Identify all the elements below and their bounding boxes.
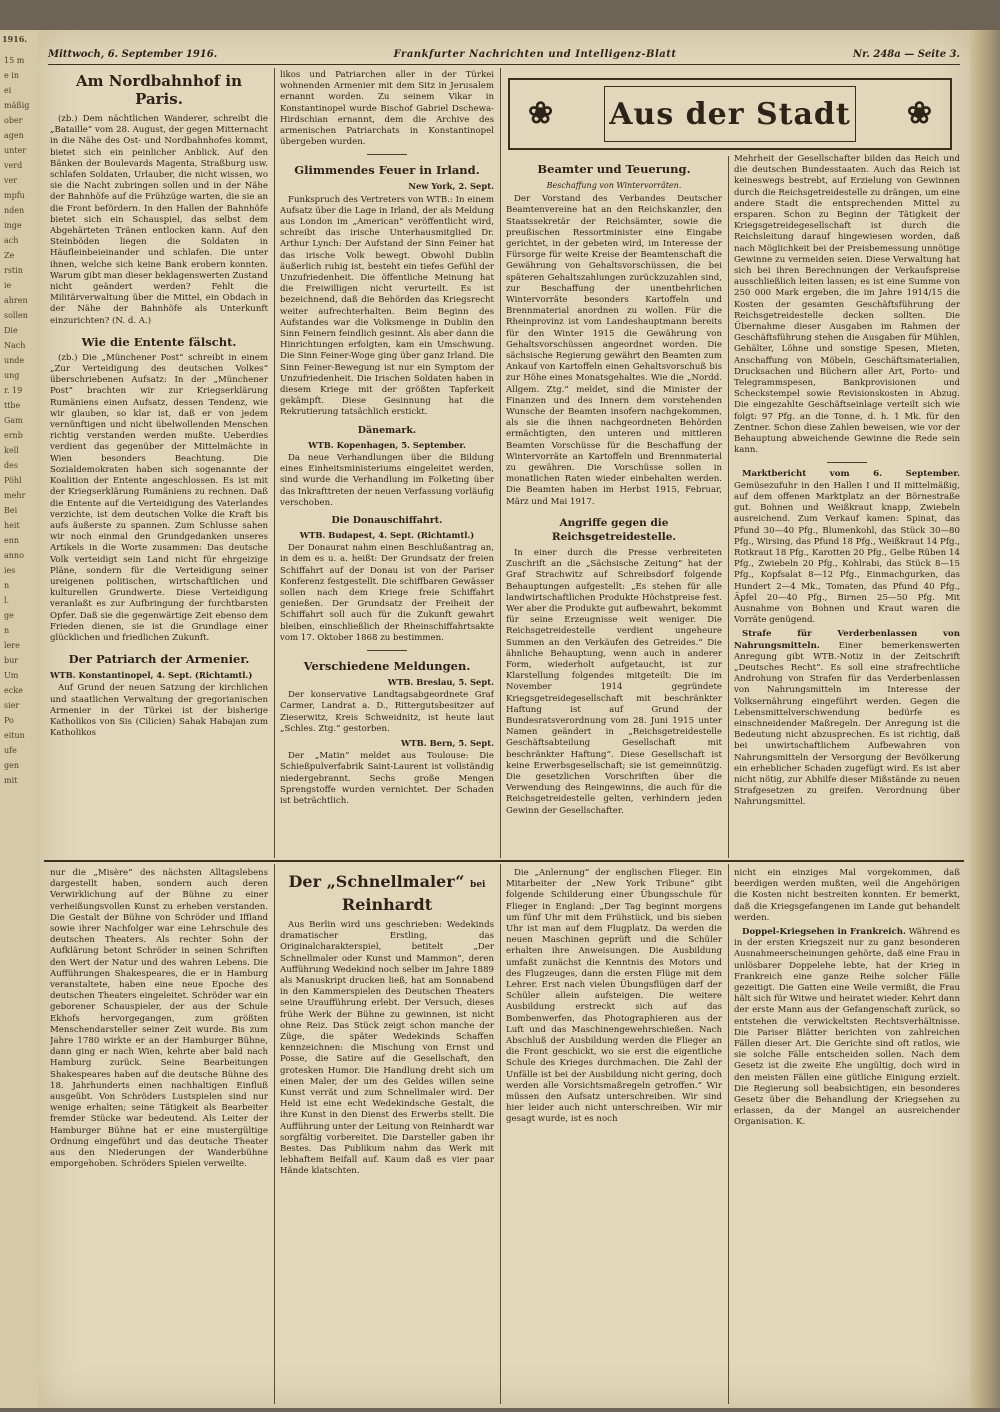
ornament-icon: ❀ [528, 96, 554, 131]
prev-page-fragment: Gam [4, 416, 23, 425]
column-rule [728, 864, 729, 1404]
article-title-connector: bei [470, 880, 486, 890]
article-body: Während es in der ersten Kriegszeit nur zu ganz besonderen Ausnahmeerscheinungen gehörte, daß eine Frau in unlösbarer Doppelehe lebte, hat der Krieg in Frankreich eine ganze Reihe solcher Fälle gezeitigt. Die Gatten eine Weile vermißt, die Frau hält sich für Witwe und heiratet wieder. Kehrt dann der erste Mann aus der Gefangenschaft zurück, so entstehen die verwickeltsten Rechtsverhältnisse. Die Pariser Blätter berichten von zahlreichen Fällen dieser Art. Die Gerichte sind oft ratlos, wie sie solche Fälle entscheiden sollen. Nach dem Gesetz ist die zweite Ehe ungültig, doch wird in den meisten Fällen eine gütliche Einigung erzielt. Die Regierung soll beabsichtigen, ein besonderes Gesetz über die Behandlung der Kriegsehen zu erlassen, da der Mangel an ausreichender Organisation. K. [734, 927, 960, 1128]
prev-page-fragment: ei [4, 86, 12, 95]
prev-page-fragment: ge [4, 611, 14, 620]
prev-page-fragment: lere [4, 641, 20, 650]
article-body: Die „Anlernung“ der englischen Flieger. Ein Mitarbeiter der „New York Tribune“ gibt folgende Schilderung einer Übungsschule für Flieger in England: „Der Tag beginnt morgens um fünf Uhr mit dem Frühstück, und bis sieben Uhr ist man auf dem Flugplatz. Da werden die neuen Maschinen geprüft und die Schüler erhalten ihre Anweisungen. Die Ausbildung umfaßt zunächst die Kenntnis des Motors und des Flugzeuges, dann die ersten Flüge mit dem Lehrer. Erst nach vielen Übungsflügen darf der Schüler allein aufsteigen. Die weitere Ausbildung erstreckt sich auf das Bombenwerfen, das Photographieren aus der Luft und das Maschinengewehrschießen. Nach Abschluß der Ausbildung werden die Flieger an die Front geschickt, wo sie erst die eigentliche Schule des Krieges durchmachen. Die Zahl der Unfälle ist bei der Ausbildung nicht gering, doch werden alle Vorsichtsmaßregeln getroffen.“ Wir müssen den Aufsatz unterschreiben. Wir sind hier leider auch nicht unterschreiben. Wir mir gesagt wurde, ist es noch [506, 868, 722, 1125]
article-body: Funkspruch des Vertreters von WTB.: In einem Aufsatz über die Lage in Irland, der als Meldung aus London im „American“ veröffentlicht wird, schreibt das irische Unterhausmitglied Dr. Arthur Lynch: Der Aufstand der Sinn Feiner hat das irische Volk bewegt. Obwohl Dublin äußerlich ruhig ist, besteht ein tiefes Gefühl der Unzufriedenheit. Die öffentliche Meinung hat die Freiwilligen nicht verurteilt. Es ist bezeichnend, daß die Behörden das Kriegsrecht weiter aufrechterhalten. Beim Beginn des Aufstandes war die Volksmenge in Dublin den Sinn Feinern feindlich gesinnt. Als aber dann die Hinrichtungen erfolgten, kam ein Umschwung. Die Sinn Feiner-Woge ging über ganz Irland. Die Sinn Feiner-Bewegung ist nur ein Symptom der Unzufriedenheit. Die Irischen Soldaten haben in diesem Kriege mit der größten Tapferkeit gekämpft. Diese Gesinnung hat die Rekrutierung tatsächlich erstickt. [280, 194, 494, 418]
prev-page-fragment: mehr [4, 491, 26, 500]
dateline: WTB. Kopenhagen, 5. September. [308, 439, 466, 450]
article-body: nur die „Misère“ des nächsten Alltagslebens dargestellt haben, sondern auch deren Verwirklichung auf der Bühne zu einer verheißungsvollen Kunst zu erheben verstanden. Die Gestalt der Bühne von Schröder und Iffland sowie ihrer Nachfolger war eine Lehrschule des deutschen Theaters. Als rechter Sohn der Aufklärung betont Schröder in seinen Schriften den Wert der Natur und des wahren Lebens. Die Aufführungen Shakespeares, die er in Hamburg veranstaltete, haben eine neue Epoche des deutschen Theaters eingeleitet. Schröder war ein geborener Schauspieler, der aus der Schule Ekhofs hervorgegangen, zum größten Menschendarsteller seiner Zeit wurde. Bis zum Jahre 1780 wirkte er an der Hamburger Bühne, dann ging er nach Wien, kehrte aber bald nach Hamburg zurück. Seine Bearbeitungen Shakespeares haben auf die deutsche Bühne des 18. Jahrhunderts einen nachhaltigen Einfluß ausgeübt. Von Schröders Lustspielen sind nur wenige erhalten; seine Tätigkeit als Bearbeiter fremder Stücke war bedeutend. Als Leiter der Hamburger Bühne hat er eine mustergültige Ordnung eingeführt und das deutsche Theater aus den Niederungen der Wanderbühne emporgehoben. Schröders Spielen verweilte. [50, 868, 268, 1170]
prev-page-fragment: ach [4, 236, 19, 245]
section-heading: Aus der Stadt [604, 86, 856, 142]
prev-page-fragment: unter [4, 146, 27, 155]
divider [367, 650, 407, 651]
divider [827, 462, 867, 463]
prev-page-fragment: eitun [4, 731, 25, 740]
lower-column-1 [50, 868, 268, 1404]
prev-page-fragment: r. 19 [4, 386, 23, 395]
article-title: Marktbericht vom 6. September. [742, 469, 960, 480]
prev-page-fragment: ecke [4, 686, 23, 695]
prev-page-fragment: unde [4, 356, 25, 365]
article-body: Einer bemerkenswerten Anregung gibt WTB.-Notiz in der Zeitschrift „Deutsches Recht“. Es soll eine strafrechtliche Androhung von Strafen für das Verderbenlassen von Nahrungsmitteln im Interesse der Volksernährung eingeführt werden. Gegen die Lebensmittelverschwendung bedürfe es einschneidender Maßregeln. Der Anregung ist die Bedeutung nicht abzusprechen. Es ist richtig, daß bei unwirtschaftlichem Aufbewahren von Nahrungsmitteln der Versorgung der Bevölkerung ein erheblicher Schaden zugefügt wird. Es ist aber nicht nötig, zur Abhilfe dieser Mißstände zu neuen Strafgesetzen zu greifen. Verordnung über Nahrungsmittel. [734, 640, 960, 808]
prev-page-fragment: Bei [4, 506, 18, 515]
prev-page-fragment: ernb [4, 431, 23, 440]
article-title-main: Der „Schnellmaler“ [288, 872, 465, 891]
column-2 [280, 70, 494, 858]
prev-page-fragment: Pöhl [4, 476, 22, 485]
prev-page-fragment: mäßig [4, 101, 30, 110]
lower-column-4 [734, 868, 960, 1404]
prev-page-fragment: Die [4, 326, 18, 335]
article-body: likos und Patriarchen aller in der Türkei wohnenden Armenier mit dem Sitz in Jerusalem ernannt worden. Zu seinem Vikar in Konstantinopel wurde Bischof Gabriel Dschewa-Hirdschian ernannt, dem die Archive des armenischen Patriarchats in Konstantinopel übergeben wurden. [280, 70, 494, 148]
lower-column-2 [280, 868, 494, 1404]
article-subtitle: Beschaffung von Wintervorräten. [546, 181, 682, 190]
prev-page-fragment [2, 788, 36, 792]
prev-page-fragment: Nach [4, 341, 26, 350]
article-title: Beamter und Teuerung. [537, 162, 691, 176]
prev-page-fragment: agen [4, 131, 24, 140]
prev-page-fragment: ver [4, 176, 18, 185]
article-title: Der Patriarch der Armenier. [68, 652, 250, 667]
article-title: Die Donauschiffahrt. [331, 514, 443, 526]
prev-page-fragment: verd [4, 161, 23, 170]
prev-page-fragment: e in [4, 71, 19, 80]
article-title: Angriffe gegen die Reichsgetreidestelle. [551, 516, 677, 543]
column-rule [500, 864, 501, 1404]
prev-page-fragment: enn [4, 536, 20, 545]
article-body: Der Donaurat nahm einen Beschlußantrag an, in dem es u. a. heißt: Der Grundsatz der freien Schiffahrt auf der Donau ist von der Pariser Konferenz festgestellt. Die schiffbaren Gewässer sollen nach dem Kriege freie Schiffahrt genießen. Der Grundsatz der Freiheit der Schiffahrt soll auch für die Zukunft gewahrt bleiben, einschließlich der Rheinschiffahrtsakte vom 17. Oktober 1868 zu bestimmen. [280, 543, 494, 643]
prev-page-fragment: kell [4, 446, 19, 455]
dateline: WTB. Breslau, 5. Sept. [387, 676, 494, 687]
prev-page-fragment: ober [4, 116, 23, 125]
prev-page-fragment: nden [4, 206, 25, 215]
article-body: Der Vorstand des Verbandes Deutscher Beamtenvereine hat an den Reichskanzler, den Staatssekretär der Reichsämter, sowie die preußischen Ressortminister eine Eingabe gerichtet, in der gebeten wird, im Interesse der Fürsorge für weite Kreise der Beamtenschaft die Gewährung von Gehaltsvorschüssen, die bei späteren Gehaltszahlungen zurückzuzahlen sind, zur Beschaffung der unentbehrlichen Wintervorräte besonders Kartoffeln und Brennmaterial anordnen zu wollen. Für die Rheinprovinz ist vom Landeshauptmann bereits für den Winter 1915 die Gewährung von Gehaltsvorschüssen angeordnet worden. Die sächsische Regierung gewährt den Beamten zum Ankauf von Kartoffeln einen Gehaltsvorschuß bis zur Höhe eines Monatsgehaltes. Wie die „Nordd. Allgem. Ztg.“ meldet, sind die Minister der Finanzen und des Innern dem vorstehenden Wunsche der Beamten insofern nachgekommen, als sie die ihnen nachgeordneten Behörden ermächtigten, den unteren und mittleren Beamten Vorschüsse für die Beschaffung der Wintervorräte an Kartoffeln und Brennmaterial zu gewähren. Die Vorschüsse sollen in monatlichen Raten wieder einbehalten werden. Die Beamten haben im Herbst 1915, Februar, März und Mai 1917. [506, 194, 722, 507]
article-body: Der „Matin“ meldet aus Toulouse: Die Schießpulverfabrik Saint-Laurent ist vollständig niedergebrannt. Sechs große Mengen Sprengstoffe wurden vernichtet. Der Schaden ist beträchtlich. [280, 751, 494, 806]
prev-page-fragment: ung [4, 371, 20, 380]
column-rule [274, 68, 275, 858]
prev-page-fragment: n [4, 626, 10, 635]
dateline: New York, 2. Sept. [408, 181, 494, 192]
prev-page-fragment: Ze [4, 251, 15, 260]
column-1 [50, 70, 268, 858]
article-title [280, 872, 494, 914]
dateline: WTB. Konstantinopel, 4. Sept. (Richtamtl.) [50, 670, 253, 681]
article-title: Doppel-Kriegsehen in Frankreich. [742, 927, 907, 938]
article-body: Gemüsezufuhr in den Hallen I und II mittelmäßig, auf dem offenen Marktplatz an der Börnestraße gut. Bohnen und Weißkraut knapp, Zwiebeln ausreichend. Zum Verkauf kamen: Spinat, das Pfund 30—40 Pfg., Blumenkohl, das Stück 30—80 Pfg., Wirsing, das Pfund 18 Pfg., Weißkraut 14 Pfg., Rotkraut 18 Pfg., Karotten 20 Pfg., Gelbe Rüben 14 Pfg., Zwiebeln 20 Pfg., Kohlrabi, das Stück 8—15 Pfg., Kopfsalat 8—12 Pfg., Einmachgurken, das Hundert 2—4 Mk., Tomaten, das Pfund 40 Pfg., Äpfel 20—40 Pfg., Birnen 25—50 Pfg. Mit Ausnahme von Bohnen und Kraut waren die Vorräte genügend. [734, 480, 960, 626]
column-rule [728, 156, 729, 858]
article-title-end: Reinhardt [341, 895, 433, 914]
article-title: Verschiedene Meldungen. [303, 658, 471, 673]
column-3 [506, 154, 722, 858]
article-body: Auf Grund der neuen Satzung der kirchlichen und staatlichen Verwaltung der gregorianischen Armenier in der Türkei ist der bisherige Katholikos von Sis (Cilicien) Sahak Habajan zum Katholikos [50, 683, 268, 739]
column-rule [274, 864, 275, 1404]
article-body: Der konservative Landtagsabgeordnete Graf Carmer, Landrat a. D., Rittergutsbesitzer auf Zieserwitz, Kreis Schweidnitz, ist heute laut „Schles. Ztg.“ gestorben. [280, 690, 494, 734]
masthead-title: Frankfurter Nachrichten und Intelligenz-Blatt [393, 48, 677, 60]
prev-page-fragment: ies [4, 566, 16, 575]
ornament-icon: ❀ [906, 96, 932, 131]
masthead-date: Mittwoch, 6. September 1916. [48, 48, 218, 60]
newspaper-page [38, 30, 970, 1408]
masthead-page-number: Nr. 248a — Seite 3. [852, 48, 960, 60]
prev-page-fragment: anno [4, 551, 24, 560]
prev-page-fragment: ttbe [4, 401, 21, 410]
masthead [48, 44, 960, 65]
prev-page-fragment: sier [4, 701, 20, 710]
column-4 [734, 154, 960, 858]
prev-page-fragment: Po [4, 716, 14, 725]
prev-page-fragment: mpfu [4, 191, 25, 200]
lower-column-3 [506, 868, 722, 1404]
section-divider [44, 860, 964, 862]
prev-page-fragment: ahren [4, 296, 28, 305]
prev-page-fragment: inge [4, 221, 22, 230]
prev-page-fragment: rstin [4, 266, 23, 275]
column-rule [500, 68, 501, 858]
article-title: Glimmendes Feuer in Irland. [294, 163, 480, 178]
prev-page-year: 1916. [2, 34, 28, 44]
prev-page-fragment: ufe [4, 746, 17, 755]
article-body: (zb.) Dem nächtlichen Wanderer, schreibt die „Bataille“ vom 28. August, der gegen Mitternacht in die Nähe des Ost- und Nordbahnhofes kommt, bietet sich ein peinlicher Anblick. Auf den Bänken der Boulevards Magenta, Straßburg usw. schlafen Soldaten, Urlauber, die nicht wissen, wo sie die Nacht zubringen sollen und in der Nähe der Bahnhöfe auf die Frühzüge warten, die sie an die Front befördern. In den Hallen der Bahnhöfe bietet sich ein Schauspiel, das selbst dem Abgehärteten Tränen entlocken kann. Auf den Steinböden liegen die Soldaten in Häufleinbeieinander und schlafen. Die unter ihnen, welche sich keine Bank erobern konnten. Warum gibt man dieser beklagenswerten Zustand nicht geändert werden? Fehlt die Militärverwaltung über die Mittel, ein Obdach in der Nähe der Bahnhöfe als Unterkunft einzurichten? (N. d. A.) [50, 114, 268, 326]
article-title: Am Nordbahnhof in Paris. [75, 72, 243, 108]
prev-page-fragment: 15 m [4, 56, 25, 65]
prev-page-fragment: mit [4, 776, 18, 785]
prev-page-fragment: bur [4, 656, 19, 665]
previous-page-edge [0, 30, 38, 1408]
prev-page-fragment: des [4, 461, 18, 470]
prev-page-fragments [0, 49, 38, 796]
article-title: Dänemark. [357, 424, 417, 436]
article-title: Wie die Entente fälscht. [81, 334, 237, 349]
page-stack-edge [970, 30, 1000, 1408]
prev-page-fragment: n [4, 581, 10, 590]
article-body: Mehrheit der Gesellschafter bilden das Reich und die deutschen Bundesstaaten. Auch das Reich ist keineswegs bestrebt, auf Erzielung von Gewinnen durch die Reichsgetreidestelle zu drängen, um eine andere Stadt die entsprechenden Mittel zu ersparen. Schon zu Beginn der Tätigkeit der Kriegsgetreidegesellschaft ist durch die Reichsleitung darauf hingewiesen worden, daß nach Möglichkeit bei der Preisbemessung unnötige Gewinne zu vermeiden seien. Diese Verwaltung hat sich bei ihren Berechnungen der Verkaufspreise ausschließlich leiten lassen; es ist eine Summe von 250 000 Mark ergeben, die im Jahre 1914/15 die Kosten der gesamten Geschäftsführung der Reichsgetreidestelle decken sollten. Die Übernahme dieser Ausgaben im Rahmen der Geschäftsführung stehen die Ausgaben für Mühlen, Gehälter, Löhne und sonstige Spesen, Mieten, Anschaffung von Möbeln, Geschäftsmaterialien, Drucksachen und Büchern aller Art, Porto- und Telegrammspesen, Bankprovisionen und Scheckstempel sowie Revisionskosten in Abzug. Die eingezahlte Geschäftseinlage verteilt sich wie folgt: 97 Pfg. an die Tonne, d. h. 1 Mk. für den Zentner. Schon diese Zahlen beweisen, wie vor der Behauptung abweichende Gewinne die Rede sein kann. [734, 154, 960, 456]
article-body: Da neue Verhandlungen über die Bildung eines Einheitsministeriums eingeleitet werden, sind wurde die Verhandlung im Folketing über das Inkrafttreten der neuen Verfassung vorläufig verschoben. [280, 452, 494, 508]
article-body: (zb.) Die „Münchener Post“ schreibt in einem „Zur Verteidigung des deutschen Volkes“ überschriebenen Aufsatz: In der „Münchener Post“ brachten wir zur Kriegserklärung Rumäniens einen Aufsatz, dessen Tendenz, wie wir glauben, so klar ist, daß er von jedem vernünftigen und nicht übelwollenden Menschen richtig verstanden werden mußte. Ueberdies verdient das gegenüber der Mittelmächte in Wien besonders Beachtung. Die Sozialdemokraten haben sich sogenannte der Koalition der Entente angeschlossen. Es ist mit der Kriegserklärung Rumäniens zu rechnen. Daß die Entente auf die Verteidigung des Vaterlandes verzichte, ist dem deutschen Volke die Kraft bis aufs äußerste zu spannen. Zum Schlusse sahen wir noch einmal den Grundgedanken unseres Artikels in die Worte zusammen: Das deutsche Volk verteidigt sein Land nicht für ehrgeizige Pläne, sondern für die Verteidigung seiner ureigenen politischen, wirtschaftlichen und kulturellen Grundwerte. Diese Verteidigung veranlaßt es zur Aufbringung der furchtbarsten Opfer. Daß sie die gegenwärtige Zeit ebenso dem Frieden dienen, sie ist die Grundlage einer glücklichen und friedlichen Zukunft. [50, 352, 268, 643]
prev-page-fragment: ie [4, 281, 12, 290]
prev-page-fragment: gen [4, 761, 20, 770]
prev-page-fragment: heit [4, 521, 20, 530]
prev-page-fragment: Um [4, 671, 19, 680]
article-body: nicht ein einziges Mal vorgekommen, daß beerdigen werden mußten, weil die Angehörigen die Kosten nicht bestreiten konnten. Er bemerkt, daß die Kriegsgefangenen im Lande gut behandelt werden. [734, 868, 960, 923]
article-body: Aus Berlin wird uns geschrieben: Wedekinds dramatischer Erstling, das Originalcharakterspiel, betitelt „Der Schnellmaler oder Kunst und Mammon“, deren Aufführung Wedekind noch selber im Jahre 1889 als Manuskript drucken ließ, hat am Sonnabend in den Kammerspielen des Deutschen Theaters seine Uraufführung erlebt. Der Versuch, dieses frühe Werk der Bühne zu gewinnen, ist nicht ohne Reiz. Das Stück zeigt schon manche der Züge, die später Wedekinds Schaffen kennzeichnen: die Mischung von Ernst und Posse, die Satire auf die Gesellschaft, den grotesken Humor. Die Handlung dreht sich um einen Maler, der um des Geldes willen seine Kunst verrät und zum Schnellmaler wird. Der Held ist eine echt Wedekindsche Gestalt, die ihre Kunst in den Dienst des Erwerbs stellt. Die Aufführung unter der Leitung von Reinhardt war sorgfältig vorbereitet. Die Darsteller gaben ihr Bestes. Das Publikum nahm das Werk mit lebhaftem Beifall auf. Kaum daß es vier paar Hände klatschten. [280, 920, 494, 1177]
article-title: Strafe für Verderbenlassen von Nahrungsmitteln. [734, 629, 960, 651]
section-heading-box [508, 78, 952, 150]
article-body: In einer durch die Presse verbreiteten Zuschrift an die „Sächsische Zeitung“ hat der Graf Strachwitz auf Schreibsdorf folgende Behauptungen aufgestellt: „Es stehen für alle landwirtschaftlichen Produkte Höchstpreise fest. Wer aber die Produkte gut aufbewahrt, bekommt für seine Erzeugnisse weit weniger. Die Reichsgetreidestelle verdient ungeheure Summen an den Verkäufen des Getreides.“ Die ähnliche Behauptung, wenn auch in anderer Form, wiederholt aufgetaucht, ist zur Klarstellung folgendes mitgeteilt: Die im November 1914 gegründete Kriegsgetreidegesellschaft mit beschränkter Haftung ist auf Grund der Bundesratsverordnung vom 28. Juni 1915 unter Namen geändert in „Reichsgetreidestelle Geschäftsabteilung Gesellschaft mit beschränkter Haftung“. Diese Gesellschaft ist keine Erwerbsgesellschaft; sie ist gemeinnützig. Die gesetzlichen Vorschriften über die Verwendung des Reingewinns, die auch für die Reichsgetreidestelle gelten, verhindern jeden Gewinn der Gesellschafter. [506, 547, 722, 816]
dateline: WTB. Bern, 5. Sept. [401, 737, 494, 748]
prev-page-fragment: l. [4, 596, 10, 605]
prev-page-fragment: sollen [4, 311, 28, 320]
dateline: WTB. Budapest, 4. Sept. (Richtamtl.) [299, 529, 475, 540]
divider [367, 154, 407, 155]
